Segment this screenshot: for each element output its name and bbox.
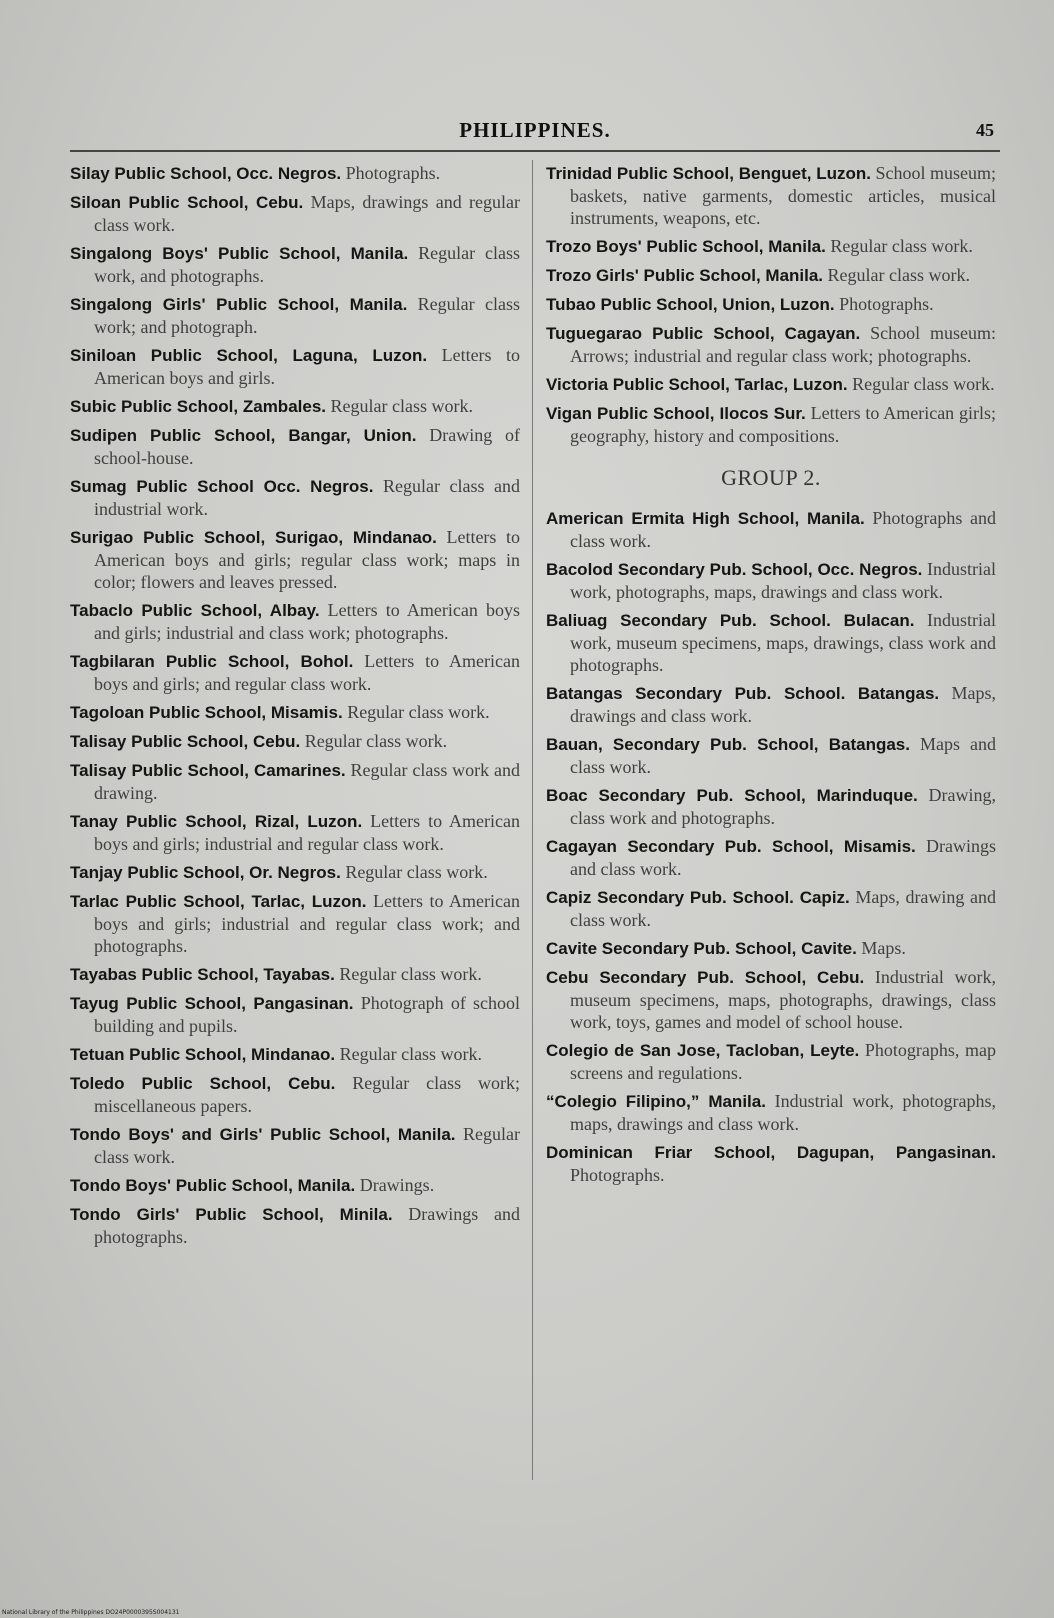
column-divider xyxy=(532,160,533,1480)
school-name: Batangas Secondary Pub. School. Batangas. xyxy=(546,684,940,703)
exhibit-description: Letters to American boys and girls; industrial and class work; photographs. xyxy=(94,600,520,643)
exhibit-description: Letters to American boys and girls; and regular class work. xyxy=(94,651,520,694)
school-name: Tarlac Public School, Tarlac, Luzon. xyxy=(70,892,367,911)
exhibit-description: Photographs. xyxy=(345,163,441,183)
school-entry xyxy=(70,1123,520,1168)
exhibit-description: Maps, drawings and regular class work. xyxy=(94,192,520,235)
school-entry xyxy=(546,682,996,727)
exhibit-description: Regular class work. xyxy=(94,1124,520,1167)
school-name: Tondo Girls' Public School, Minila. xyxy=(70,1205,393,1224)
school-name: Tanay Public School, Rizal, Luzon. xyxy=(70,812,363,831)
exhibit-description: Maps and class work. xyxy=(570,734,997,777)
exhibit-description: Industrial work, museum specimens, maps, drawings, class work and photographs. xyxy=(570,610,996,675)
school-entry xyxy=(70,344,520,389)
school-entry xyxy=(546,1090,996,1135)
exhibit-description: Drawing of school-house. xyxy=(94,425,520,468)
school-name: Talisay Public School, Cebu. xyxy=(70,732,301,751)
school-name: Silay Public School, Occ. Negros. xyxy=(70,164,342,183)
school-name: Capiz Secondary Pub. School. Capiz. xyxy=(546,888,850,907)
school-entry xyxy=(70,730,520,753)
exhibit-description: Letters to American boys and girls; industrial and regular class work. xyxy=(94,811,521,854)
school-name: Trinidad Public School, Benguet, Luzon. xyxy=(546,164,871,183)
school-entry xyxy=(546,558,996,603)
right-column-group2-list xyxy=(546,507,996,1186)
exhibit-description: Maps. xyxy=(861,938,906,958)
school-entry xyxy=(70,242,520,287)
exhibit-description: Letters to American boys and girls; regular class work; maps in color; flowers and leaves pressed. xyxy=(94,527,520,592)
exhibit-description: Drawings. xyxy=(359,1175,435,1195)
school-name: Tabaclo Public School, Albay. xyxy=(70,601,320,620)
school-name: “Colegio Filipino,” Manila. xyxy=(546,1092,766,1111)
school-entry xyxy=(546,373,996,396)
page-header xyxy=(70,116,1000,152)
right-column xyxy=(546,162,996,1192)
exhibit-description: Industrial work, photographs, maps, drawings and class work. xyxy=(570,1091,997,1134)
school-entry xyxy=(70,861,520,884)
school-entry xyxy=(546,162,996,229)
exhibit-description: Regular class work. xyxy=(345,862,488,882)
school-entry xyxy=(70,395,520,418)
school-name: Tagbilaran Public School, Bohol. xyxy=(70,652,354,671)
school-name: Vigan Public School, Ilocos Sur. xyxy=(546,404,806,423)
school-entry xyxy=(546,835,996,880)
school-entry xyxy=(546,507,996,552)
exhibit-description: School museum; baskets, native garments, domestic articles, musical instruments, weapons, etc. xyxy=(570,163,996,228)
school-entry xyxy=(70,759,520,804)
right-column-group1-list xyxy=(546,162,996,447)
school-entry xyxy=(546,293,996,316)
school-entry xyxy=(546,966,996,1033)
school-entry xyxy=(546,402,996,447)
school-name: American Ermita High School, Manila. xyxy=(546,509,865,528)
exhibit-description: Letters to American boys and girls; industrial and regular class work; and photographs. xyxy=(94,891,520,956)
school-entry xyxy=(70,599,520,644)
school-name: Tondo Boys' Public School, Manila. xyxy=(70,1176,356,1195)
exhibit-description: Maps, drawings and class work. xyxy=(570,683,996,726)
exhibit-description: Photographs. xyxy=(839,294,934,314)
exhibit-description: School museum: Arrows; industrial and regular class work; photographs. xyxy=(570,323,997,366)
school-entry xyxy=(70,293,520,338)
school-entry xyxy=(70,1072,520,1117)
exhibit-description: Photograph of school building and pupils. xyxy=(94,993,521,1036)
school-name: Cebu Secondary Pub. School, Cebu. xyxy=(546,968,865,987)
school-entry xyxy=(546,937,996,960)
school-entry xyxy=(546,609,996,676)
school-name: Tubao Public School, Union, Luzon. xyxy=(546,295,835,314)
school-entry xyxy=(546,235,996,258)
school-name: Talisay Public School, Camarines. xyxy=(70,761,346,780)
exhibit-description: Letters to American boys and girls. xyxy=(94,345,520,388)
exhibit-description: Regular class work. xyxy=(330,396,473,416)
school-name: Singalong Girls' Public School, Manila. xyxy=(70,295,408,314)
group-heading: GROUP 2. xyxy=(721,465,821,490)
exhibit-description: Industrial work, museum specimens, maps, photographs, drawings, class work, toys, games and model of school house. xyxy=(570,967,996,1032)
school-name: Tayug Public School, Pangasinan. xyxy=(70,994,354,1013)
exhibit-description: Regular class work. xyxy=(830,236,973,256)
school-name: Bacolod Secondary Pub. School, Occ. Negros. xyxy=(546,560,923,579)
school-entry xyxy=(546,1039,996,1084)
school-entry xyxy=(70,1203,520,1248)
school-entry xyxy=(70,992,520,1037)
exhibit-description: Maps, drawing and class work. xyxy=(570,887,996,930)
exhibit-description: Regular class work. xyxy=(339,964,482,984)
school-name: Tagoloan Public School, Misamis. xyxy=(70,703,343,722)
school-entry xyxy=(70,526,520,593)
scan-footer: National Library of the Philippines DO24P0000395S004131 xyxy=(2,1609,180,1616)
exhibit-description: Photographs and class work. xyxy=(570,508,996,551)
school-name: Cavite Secondary Pub. School, Cavite. xyxy=(546,939,857,958)
school-name: Subic Public School, Zambales. xyxy=(70,397,327,416)
exhibit-description: Regular class work. xyxy=(852,374,995,394)
exhibit-description: Regular class work; and photograph. xyxy=(94,294,520,337)
school-name: Dominican Friar School, Dagupan, Pangasinan. xyxy=(546,1143,996,1162)
exhibit-description: Regular class work. xyxy=(347,702,490,722)
school-entry xyxy=(70,963,520,986)
school-name: Tetuan Public School, Mindanao. xyxy=(70,1045,336,1064)
school-entry xyxy=(70,424,520,469)
exhibit-description: Letters to American girls; geography, history and compositions. xyxy=(570,403,996,446)
school-name: Surigao Public School, Surigao, Mindanao. xyxy=(70,528,437,547)
school-entry xyxy=(546,886,996,931)
school-name: Tondo Boys' and Girls' Public School, Manila. xyxy=(70,1125,456,1144)
school-name: Bauan, Secondary Pub. School, Batangas. xyxy=(546,735,910,754)
school-entry xyxy=(70,810,520,855)
school-entry xyxy=(70,162,520,185)
school-entry xyxy=(70,701,520,724)
page-title: PHILIPPINES. xyxy=(459,118,611,142)
school-entry xyxy=(546,1141,996,1186)
school-entry xyxy=(546,322,996,367)
school-name: Toledo Public School, Cebu. xyxy=(70,1074,336,1093)
exhibit-description: Regular class work. xyxy=(827,265,970,285)
school-entry xyxy=(546,264,996,287)
school-name: Boac Secondary Pub. School, Marinduque. xyxy=(546,786,918,805)
exhibit-description: Photographs. xyxy=(570,1165,665,1185)
page-number: 45 xyxy=(976,120,994,140)
school-entry xyxy=(70,1043,520,1066)
school-name: Singalong Boys' Public School, Manila. xyxy=(70,244,409,263)
school-entry xyxy=(70,1174,520,1197)
school-name: Trozo Girls' Public School, Manila. xyxy=(546,266,824,285)
school-entry xyxy=(70,890,520,957)
exhibit-description: Regular class work and drawing. xyxy=(94,760,521,803)
school-entry xyxy=(70,475,520,520)
exhibit-description: Industrial work, photographs, maps, drawings and class work. xyxy=(570,559,996,602)
left-column xyxy=(70,162,520,1254)
school-name: Tuguegarao Public School, Cagayan. xyxy=(546,324,861,343)
school-name: Cagayan Secondary Pub. School, Misamis. xyxy=(546,837,916,856)
exhibit-description: Regular class work. xyxy=(304,731,448,751)
exhibit-description: Regular class work, and photographs. xyxy=(94,243,520,286)
exhibit-description: Regular class work; miscellaneous papers. xyxy=(94,1073,521,1116)
school-name: Tanjay Public School, Or. Negros. xyxy=(70,863,341,882)
school-name: Siloan Public School, Cebu. xyxy=(70,193,304,212)
school-name: Siniloan Public School, Laguna, Luzon. xyxy=(70,346,428,365)
school-name: Victoria Public School, Tarlac, Luzon. xyxy=(546,375,848,394)
school-name: Trozo Boys' Public School, Manila. xyxy=(546,237,826,256)
exhibit-description: Drawings and photographs. xyxy=(94,1204,520,1247)
school-entry xyxy=(70,650,520,695)
school-entry xyxy=(546,784,996,829)
exhibit-description: Photographs, map screens and regulations. xyxy=(570,1040,997,1083)
school-name: Sumag Public School Occ. Negros. xyxy=(70,477,374,496)
exhibit-description: Drawings and class work. xyxy=(570,836,997,879)
school-name: Baliuag Secondary Pub. School. Bulacan. xyxy=(546,611,915,630)
school-entry xyxy=(546,733,996,778)
school-name: Sudipen Public School, Bangar, Union. xyxy=(70,426,417,445)
school-name: Tayabas Public School, Tayabas. xyxy=(70,965,335,984)
school-entry xyxy=(70,191,520,236)
exhibit-description: Regular class work. xyxy=(339,1044,483,1064)
exhibit-description: Drawing, class work and photographs. xyxy=(570,785,997,828)
school-name: Colegio de San Jose, Tacloban, Leyte. xyxy=(546,1041,860,1060)
exhibit-description: Regular class and industrial work. xyxy=(94,476,520,519)
